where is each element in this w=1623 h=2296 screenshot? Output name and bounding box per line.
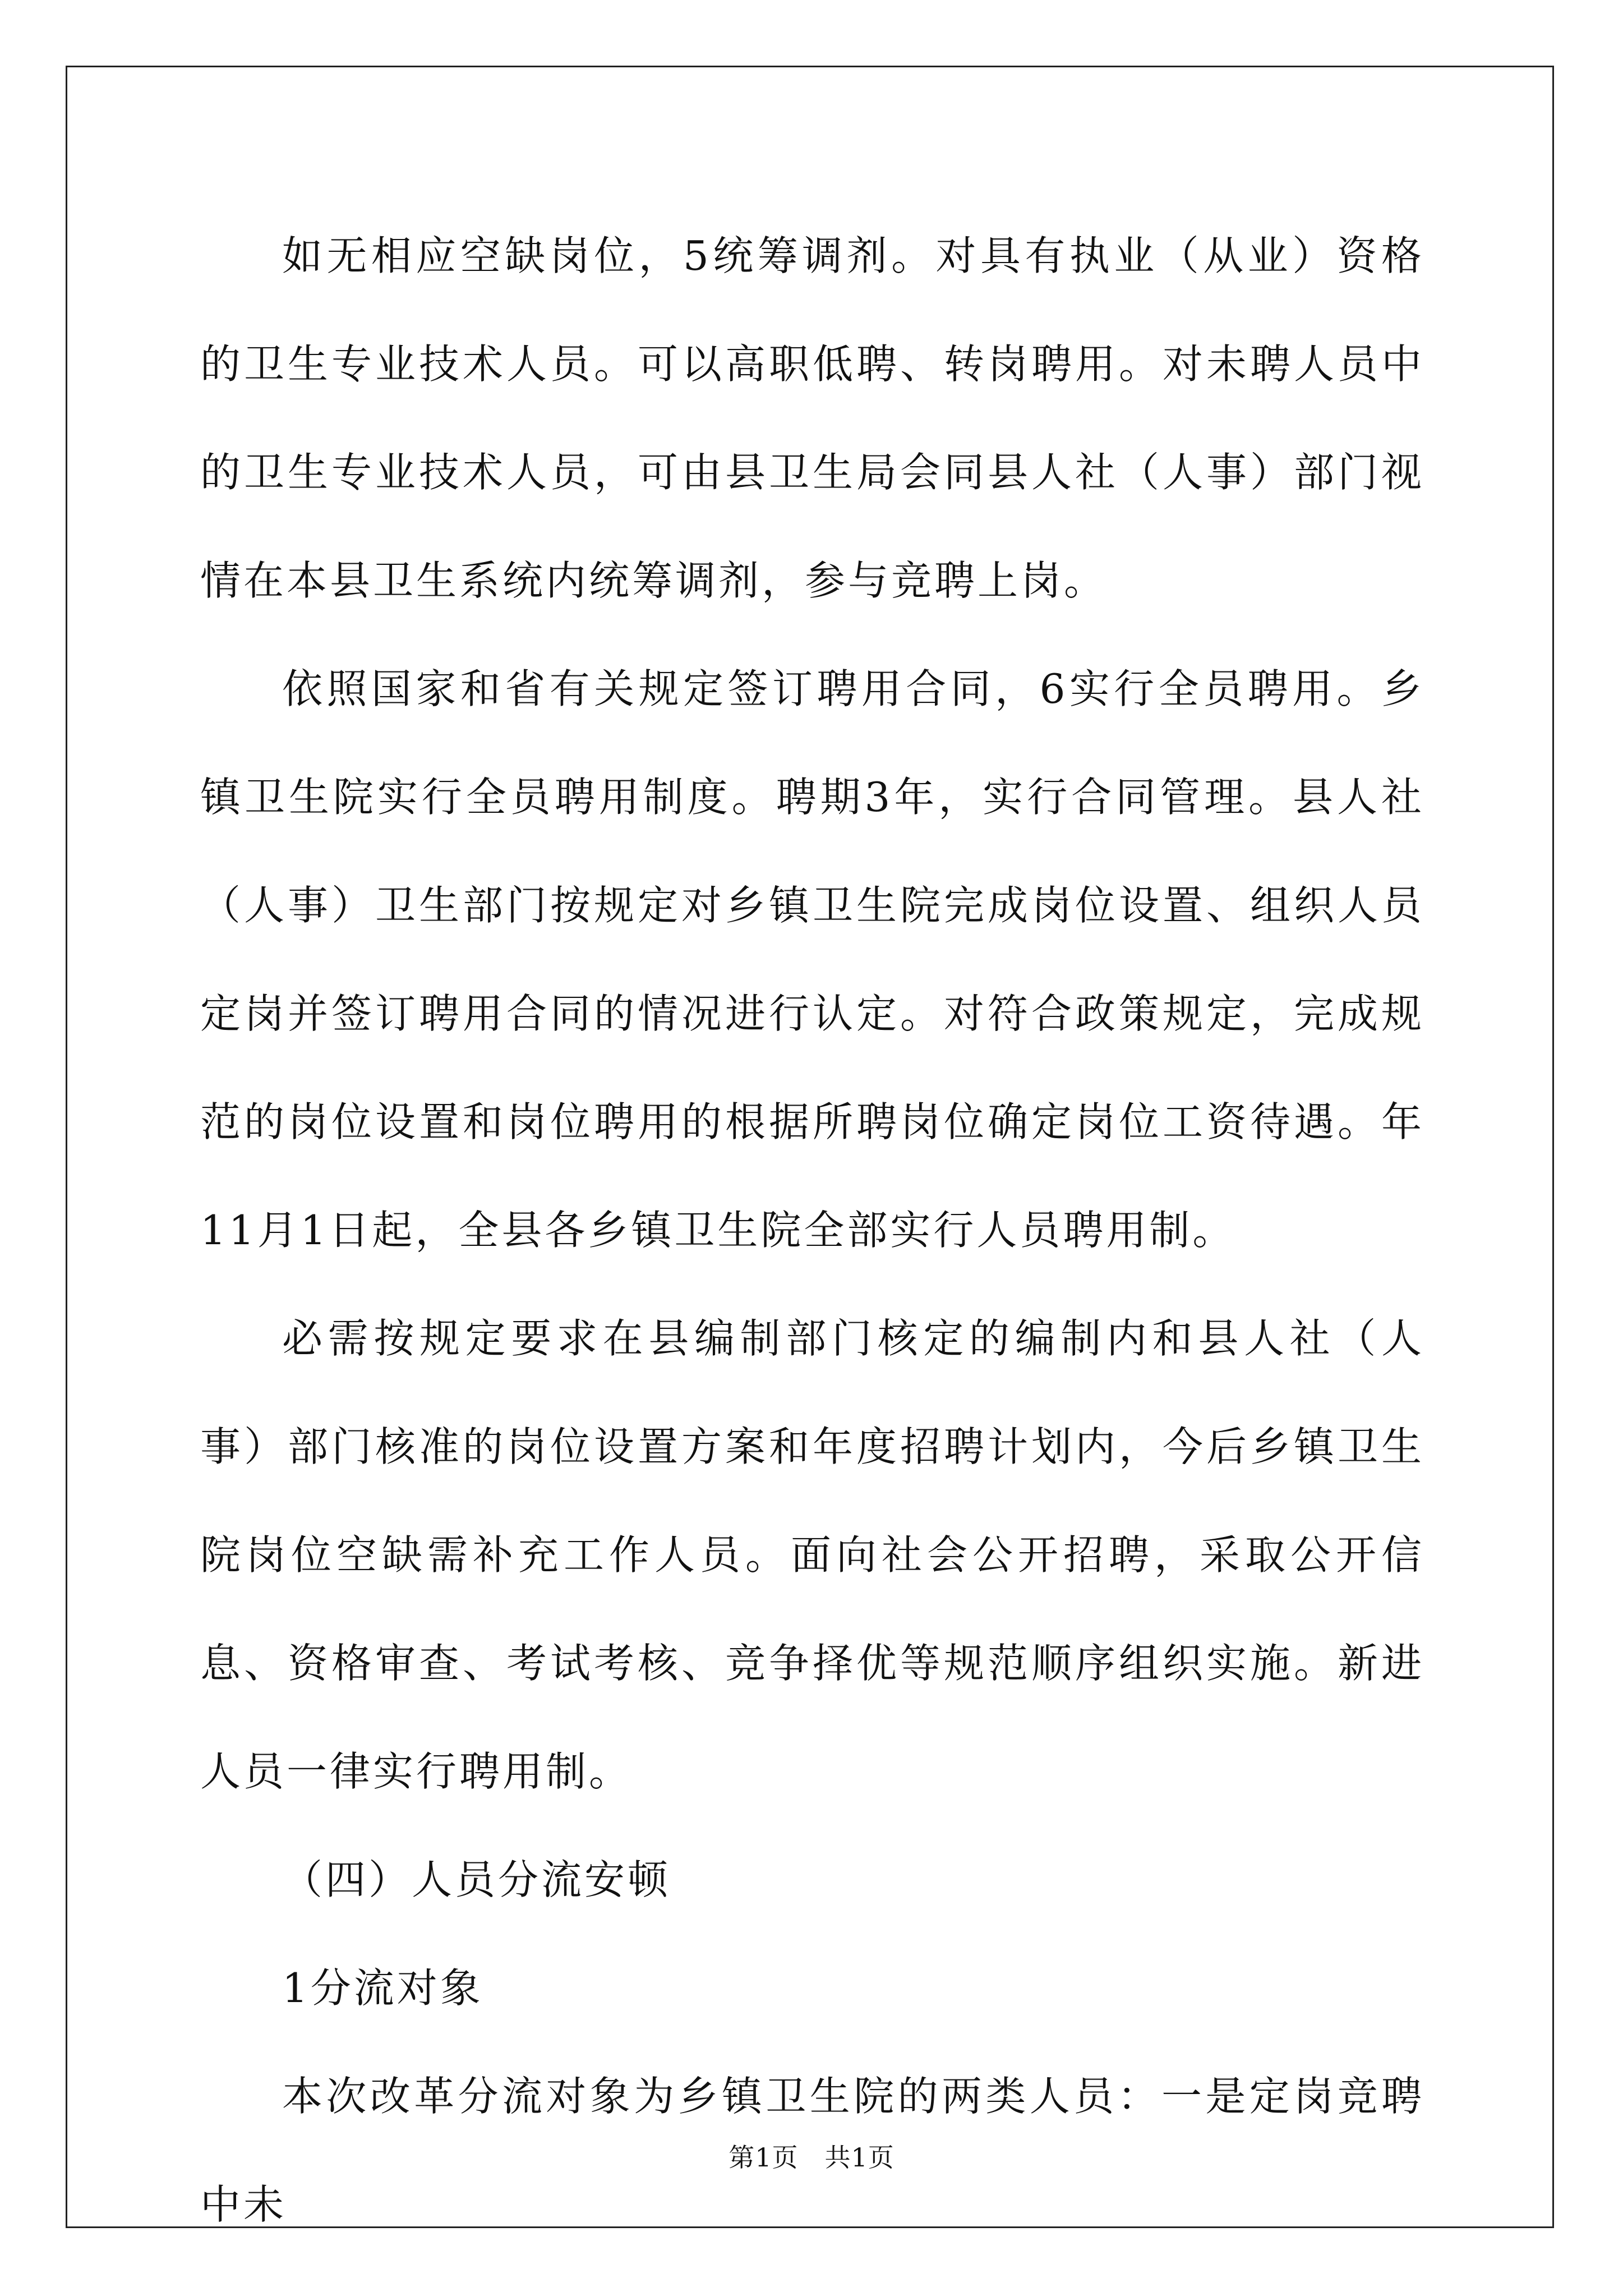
subsection-heading: 1分流对象 bbox=[282, 1964, 483, 2012]
section-heading: （四）人员分流安顿 bbox=[282, 1856, 671, 1903]
document-body bbox=[200, 202, 1424, 2259]
paragraph-4: 本次改革分流对象为乡镇卫生院的两类人员：一是定岗竞聘中未 bbox=[200, 2073, 1424, 2228]
page-footer: 第1页 共1页 bbox=[728, 2142, 895, 2173]
paragraph-3: 必需按规定要求在县编制部门核定的编制内和县人社（人事）部门核准的岗位设置方案和年度招聘计划内，今后乡镇卫生院岗位空缺需补充工作人员。面向社会公开招聘，采取公开信息、资格审查、考试考核、竞争择优等规范顺序组织实施。新进人员一律实行聘用制。 bbox=[200, 1315, 1424, 1795]
paragraph-2: 依照国家和省有关规定签订聘用合同，6实行全员聘用。乡镇卫生院实行全员聘用制度。聘期3年，实行合同管理。县人社（人事）卫生部门按规定对乡镇卫生院完成岗位设置、组织人员定岗并签订聘用合同的情况进行认定。对符合政策规定，完成规范的岗位设置和岗位聘用的根据所聘岗位确定岗位工资待遇。年11月1日起，全县各乡镇卫生院全部实行人员聘用制。 bbox=[200, 665, 1424, 1254]
paragraph-1: 如无相应空缺岗位，5统筹调剂。对具有执业（从业）资格的卫生专业技术人员。可以高职低聘、转岗聘用。对未聘人员中的卫生专业技术人员，可由县卫生局会同县人社（人事）部门视情在本县卫生系统内统筹调剂，参与竞聘上岗。 bbox=[200, 232, 1424, 604]
